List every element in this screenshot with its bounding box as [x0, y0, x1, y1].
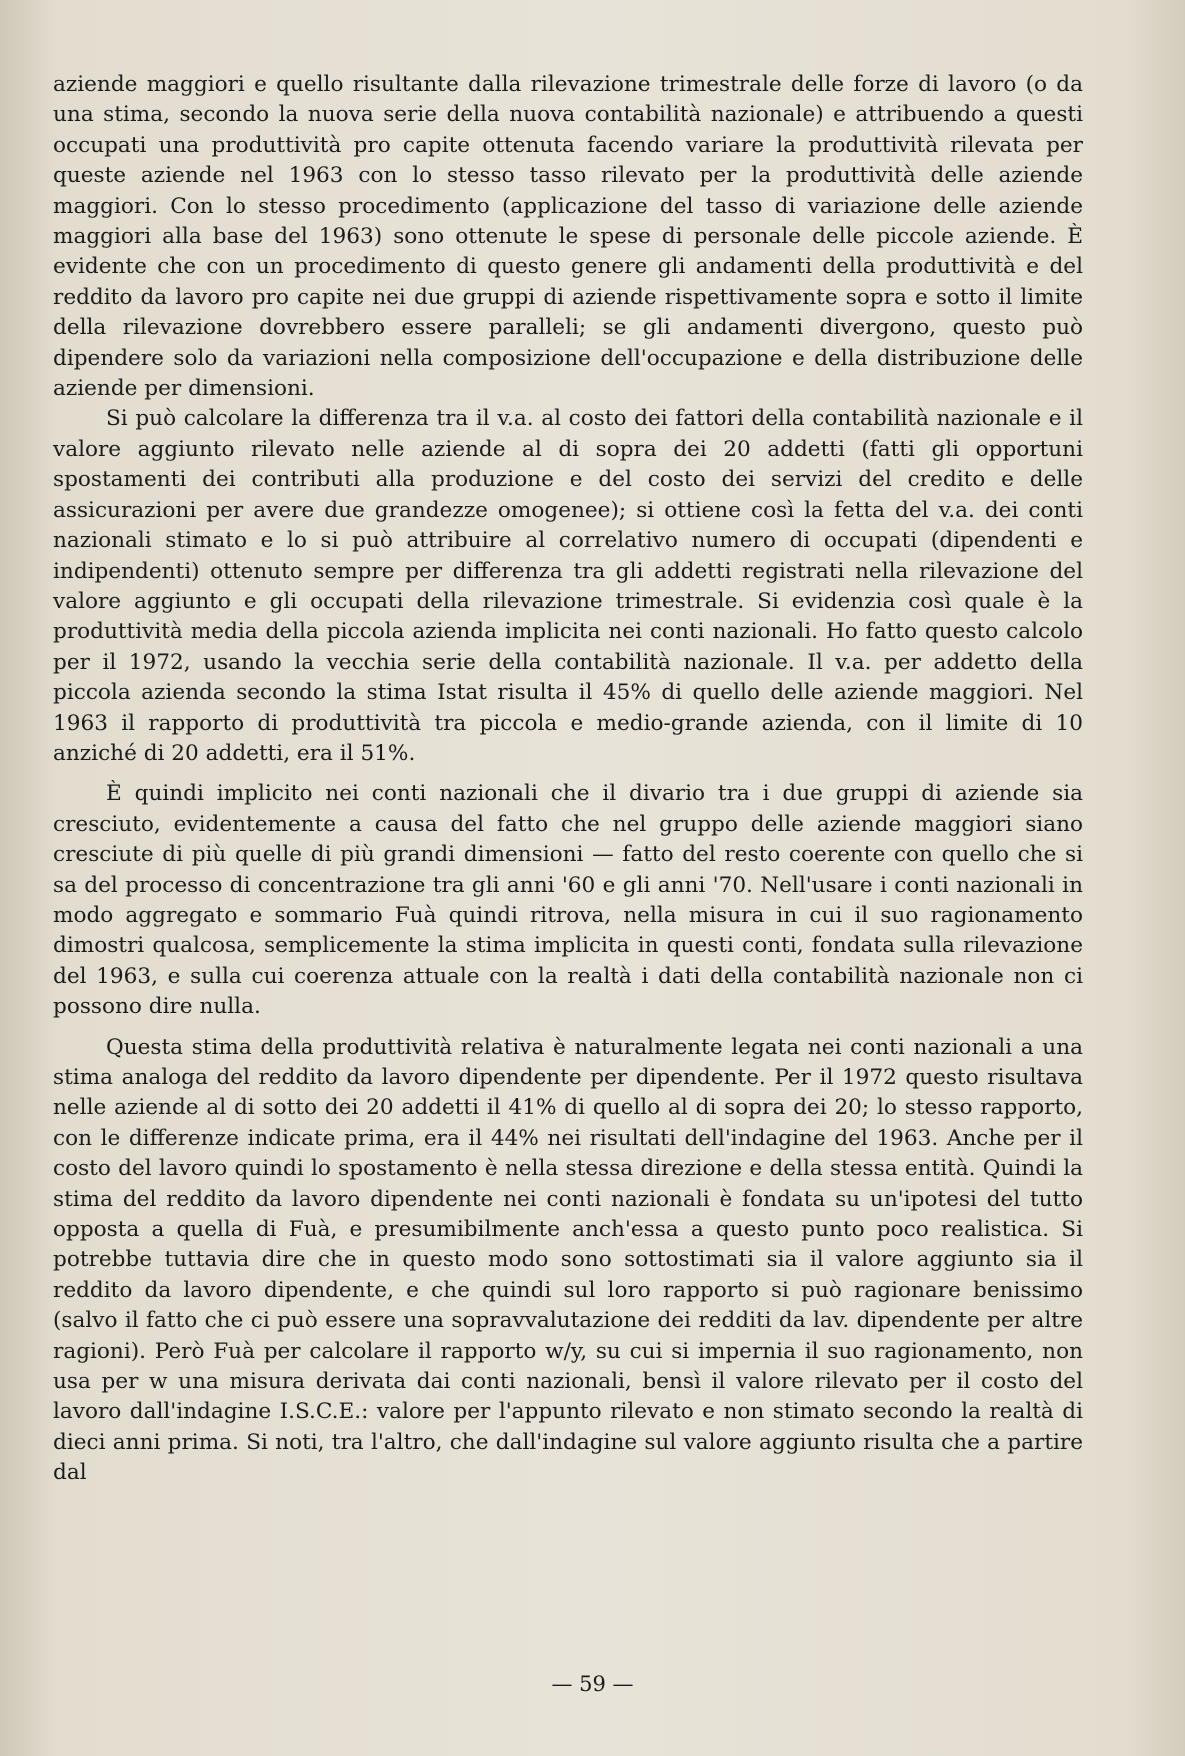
paragraph-3: È quindi implicito nei conti nazionali che il divario tra i due gruppi di aziende sia cresciuto, evidentemente a causa del fatto che nel gruppo delle aziende maggiori siano cresciute di più quelle di più grandi dimensioni — fatto del resto coerente con quello che si sa del processo di concentrazione tra gli anni '60 e gli anni '70. Nell'usare i conti nazionali in modo aggregato e sommario Fuà quindi ritrova, nella misura in cui il suo ragionamento dimostri qualcosa, semplicemente la stima implicita in questi conti, fondata sulla rilevazione del 1963, e sulla cui coerenza attuale con la realtà i dati della contabilità nazionale non ci possono dire nulla.: [53, 781, 1083, 1020]
page-number: — 59 —: [551, 1672, 634, 1696]
paragraph-4: Questa stima della produttività relativa è naturalmente legata nei conti nazionali a una stima analoga del reddito da lavoro dipendente per dipendente. Per il 1972 questo risultava nelle aziende al di sotto dei 20 addetti il 41% di quello al di sopra dei 20; lo stesso rapporto, con le differenze indicate prima, era il 44% nei risultati dell'indagine del 1963. Anche per il costo del lavoro quindi lo spostamento è nella stessa direzione e della stessa entità. Quindi la stima del reddito da lavoro dipendente nei conti nazionali è fondata su un'ipotesi del tutto opposta a quella di Fuà, e presumibilmente anch'essa a questo punto poco realistica. Si potrebbe tuttavia dire che in questo modo sono sottostimati sia il valore aggiunto sia il reddito da lavoro dipendente, e che quindi sul loro rapporto si può ragionare benissimo (salvo il fatto che ci può essere una sopravvalutazione dei redditi da lav. dipendente per altre ragioni). Però Fuà per calcolare il rapporto w/y, su cui si impernia il suo ragionamento, non usa per w una misura derivata dai conti nazionali, bensì il valore rilevato per il costo del lavoro dall'indagine I.S.C.E.: valore per l'appunto rilevato e non stimato secondo la realtà di dieci anni prima. Si noti, tra l'altro, che dall'indagine sul valore aggiunto risulta che a partire dal: [53, 1034, 1083, 1486]
body-text: [53, 70, 1083, 1489]
paragraph-1: aziende maggiori e quello risultante dalla rilevazione trimestrale delle forze di lavoro (o da una stima, secondo la nuova serie della nuova contabilità nazionale) e attribuendo a questi occupati una produttività pro capite ottenuta facendo variare la produttività rilevata per queste aziende nel 1963 con lo stesso tasso rilevato per la produttività delle aziende maggiori. Con lo stesso procedimento (applicazione del tasso di variazione delle aziende maggiori alla base del 1963) sono ottenute le spese di personale delle piccole aziende. È evidente che con un procedimento di questo genere gli andamenti della produttività e del reddito da lavoro pro capite nei due gruppi di aziende rispettivamente sopra e sotto il limite della rilevazione dovrebbero essere paralleli; se gli andamenti divergono, questo può dipendere solo da variazioni nella composizione dell'occupazione e della distribuzione delle aziende per dimensioni.: [53, 72, 1083, 402]
paragraph-2: Si può calcolare la differenza tra il v.a. al costo dei fattori della contabilità nazionale e il valore aggiunto rilevato nelle aziende al di sopra dei 20 addetti (fatti gli opportuni spostamenti dei contributi alla produzione e del costo dei servizi del credito e delle assicurazioni per avere due grandezze omogenee); si ottiene così la fetta del v.a. dei conti nazionali stimato e lo si può attribuire al correlativo numero di occupati (dipendenti e indipendenti) ottenuto sempre per differenza tra gli addetti registrati nella rilevazione del valore aggiunto e gli occupati della rilevazione trimestrale. Si evidenzia così quale è la produttività media della piccola azienda implicita nei conti nazionali. Ho fatto questo calcolo per il 1972, usando la vecchia serie della contabilità nazionale. Il v.a. per addetto della piccola azienda secondo la stima Istat risulta il 45% di quello delle aziende maggiori. Nel 1963 il rapporto di produttività tra piccola e medio-grande azienda, con il limite di 10 anziché di 20 addetti, era il 51%.: [53, 406, 1083, 766]
